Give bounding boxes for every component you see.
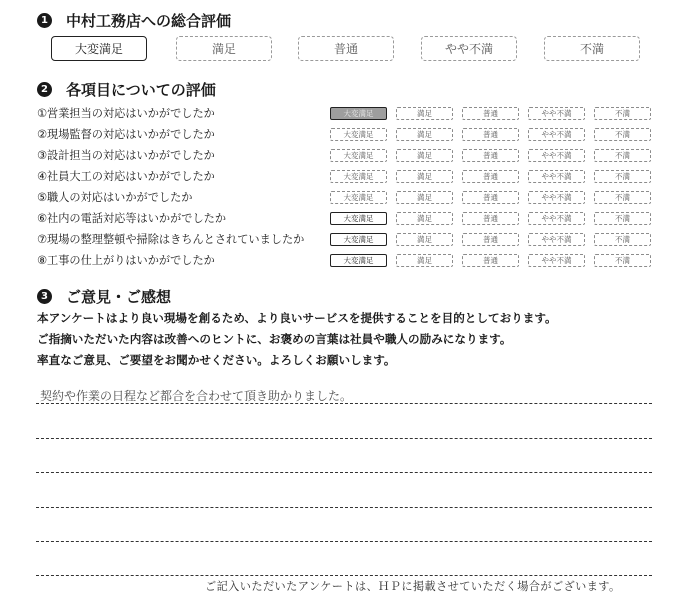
q6-option-neutral[interactable]: 普通	[462, 212, 519, 225]
option-label: やや不満	[444, 42, 493, 56]
q3-option-very-satisfied[interactable]: 大変満足	[330, 149, 387, 162]
q2-option-very-satisfied[interactable]: 大変満足	[330, 128, 387, 141]
section-3-title: ご意見・ご感想	[66, 288, 172, 306]
q6-option-satisfied[interactable]: 満足	[396, 212, 453, 225]
q8-option-somewhat-dissatisfied[interactable]: やや不満	[528, 254, 585, 267]
q1-option-very-satisfied[interactable]: 大変満足	[330, 107, 387, 120]
q8-option-satisfied[interactable]: 満足	[396, 254, 453, 267]
q7-option-neutral[interactable]: 普通	[462, 233, 519, 246]
q7-option-very-satisfied[interactable]: 大変満足	[330, 233, 387, 246]
section-1-title: 中村工務店への総合評価	[66, 12, 232, 30]
q6-option-dissatisfied[interactable]: 不満	[594, 212, 651, 225]
question-label: ④社員大工の対応はいかがでしたか	[37, 170, 215, 183]
option-label: 大変満足	[74, 42, 123, 56]
q7-option-satisfied[interactable]: 満足	[396, 233, 453, 246]
section-1-header	[37, 10, 231, 31]
q2-option-satisfied[interactable]: 満足	[396, 128, 453, 141]
question-label: ②現場監督の対応はいかがでしたか	[37, 128, 215, 141]
comment-line	[36, 507, 652, 508]
q3-option-neutral[interactable]: 普通	[462, 149, 519, 162]
q6-option-somewhat-dissatisfied[interactable]: やや不満	[528, 212, 585, 225]
q8-option-very-satisfied[interactable]: 大変満足	[330, 254, 387, 267]
q3-option-satisfied[interactable]: 満足	[396, 149, 453, 162]
q1-option-satisfied[interactable]: 満足	[396, 107, 453, 120]
section-number-badge: 2	[37, 82, 52, 97]
question-label: ⑥社内の電話対応等はいかがでしたか	[37, 212, 227, 225]
question-label: ⑤職人の対応はいかがでしたか	[37, 191, 193, 204]
overall-option-somewhat-dissatisfied[interactable]	[421, 36, 517, 61]
comment-line	[36, 472, 652, 473]
q6-option-very-satisfied[interactable]: 大変満足	[330, 212, 387, 225]
q3-option-dissatisfied[interactable]: 不満	[594, 149, 651, 162]
q4-option-dissatisfied[interactable]: 不満	[594, 170, 651, 183]
option-label: 満足	[211, 42, 236, 56]
q5-option-very-satisfied[interactable]: 大変満足	[330, 191, 387, 204]
q5-option-neutral[interactable]: 普通	[462, 191, 519, 204]
intro-paragraph-2: ご指摘いただいた内容は改善へのヒントに、お褒めの言葉は社員や職人の励みになります。	[37, 332, 512, 346]
intro-paragraph-3: 率直なご意見、ご要望をお聞かせください。よろしくお願いします。	[37, 353, 396, 367]
q2-option-dissatisfied[interactable]: 不満	[594, 128, 651, 141]
q8-option-neutral[interactable]: 普通	[462, 254, 519, 267]
q5-option-dissatisfied[interactable]: 不満	[594, 191, 651, 204]
q1-option-dissatisfied[interactable]: 不満	[594, 107, 651, 120]
q4-option-neutral[interactable]: 普通	[462, 170, 519, 183]
question-label: ①営業担当の対応はいかがでしたか	[37, 107, 215, 120]
question-label: ③設計担当の対応はいかがでしたか	[37, 149, 215, 162]
q5-option-satisfied[interactable]: 満足	[396, 191, 453, 204]
q1-option-neutral[interactable]: 普通	[462, 107, 519, 120]
section-2-title: 各項目についての評価	[66, 81, 216, 99]
comment-line	[36, 438, 652, 439]
q2-option-neutral[interactable]: 普通	[462, 128, 519, 141]
comment-text[interactable]: 契約や作業の日程など都合を合わせて頂き助かりました。	[40, 389, 353, 403]
overall-option-neutral[interactable]	[298, 36, 394, 61]
question-label: ⑦現場の整理整頓や掃除はきちんとされていましたか	[37, 233, 305, 246]
overall-option-very-satisfied[interactable]	[51, 36, 147, 61]
q7-option-dissatisfied[interactable]: 不満	[594, 233, 651, 246]
comment-line	[36, 575, 652, 576]
q1-option-somewhat-dissatisfied[interactable]: やや不満	[528, 107, 585, 120]
q3-option-somewhat-dissatisfied[interactable]: やや不満	[528, 149, 585, 162]
overall-option-satisfied[interactable]	[176, 36, 272, 61]
q7-option-somewhat-dissatisfied[interactable]: やや不満	[528, 233, 585, 246]
comment-line	[36, 541, 652, 542]
q4-option-somewhat-dissatisfied[interactable]: やや不満	[528, 170, 585, 183]
footer-note: ご記入いただいたアンケートは、ＨＰに掲載させていただく場合がございます。	[205, 580, 621, 593]
q5-option-somewhat-dissatisfied[interactable]: やや不満	[528, 191, 585, 204]
option-label: 不満	[579, 42, 604, 56]
question-label: ⑧工事の仕上がりはいかがでしたか	[37, 254, 215, 267]
section-number-badge: 3	[37, 289, 52, 304]
intro-paragraph-1: 本アンケートはより良い現場を創るため、より良いサービスを提供することを目的としております。	[37, 311, 557, 325]
section-3-header	[37, 286, 171, 307]
comment-line	[36, 403, 652, 404]
q4-option-satisfied[interactable]: 満足	[396, 170, 453, 183]
q8-option-dissatisfied[interactable]: 不満	[594, 254, 651, 267]
section-2-header	[37, 79, 216, 100]
option-label: 普通	[333, 42, 358, 56]
section-number-badge: 1	[37, 13, 52, 28]
q4-option-very-satisfied[interactable]: 大変満足	[330, 170, 387, 183]
overall-option-dissatisfied[interactable]	[544, 36, 640, 61]
q2-option-somewhat-dissatisfied[interactable]: やや不満	[528, 128, 585, 141]
